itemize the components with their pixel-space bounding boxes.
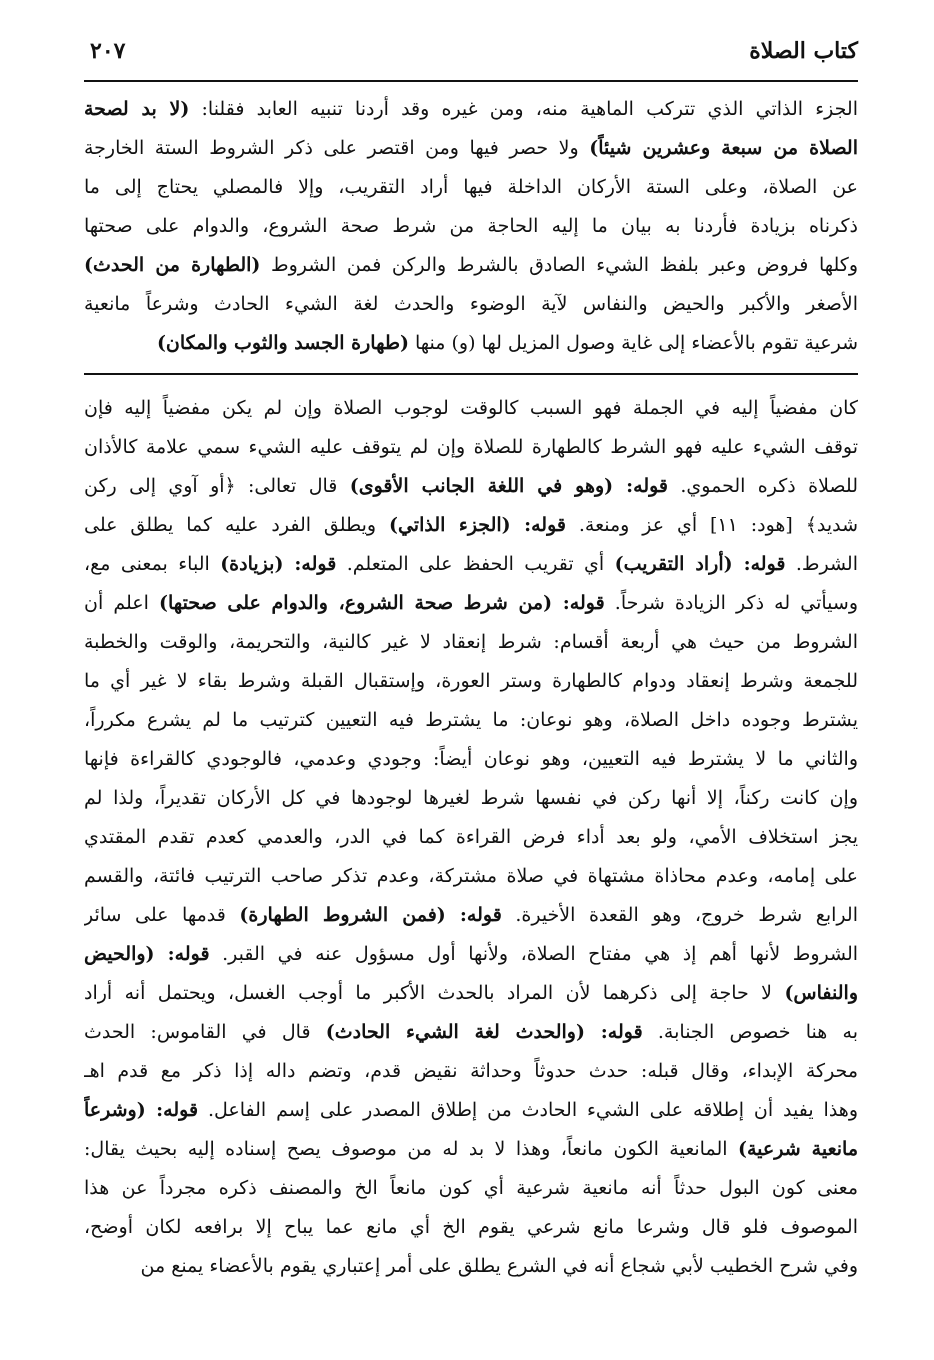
text-run: عن الصلاة، وعلى الستة الأركان الداخلة فيها أراد التقريب، وإلا فالمصلي يحتاج إلى ما (84, 176, 858, 198)
text-run: وكلها فروض وعبر بلفظ الشيء الصادق بالشرط والركن فمن الشروط (260, 254, 858, 276)
commentary-line (84, 662, 858, 701)
book-page (84, 36, 858, 1336)
main-text-line (84, 168, 858, 207)
bold-phrase: قوله: (أراد التقريب) (614, 553, 786, 575)
commentary-line (84, 467, 858, 506)
text-run: معنى كون البول حدثاً أنه مانعية شرعية أي كون مانعاً الخ والمصنف ذكره مجرداً عن هذا (84, 1177, 858, 1199)
text-run: على إمامه، وعدم محاذاة مشتهاة في صلاة مشتركة، وعدم تذكر صاحب الترتيب فائتة، والقسم (84, 865, 858, 887)
commentary-line (84, 818, 858, 857)
text-run: اعلم أن (84, 592, 160, 614)
main-text (84, 82, 858, 373)
text-run: الشروط لأنها أهم إذ هي مفتاح الصلاة، ولأنها أول مسؤول عنه في القبر. (209, 943, 858, 965)
commentary-line (84, 1130, 858, 1169)
text-run: وسيأتي له ذكر الزيادة شرحاً. (604, 592, 858, 614)
commentary-line (84, 740, 858, 779)
text-run: ولا حصر فيها ومن اقتصر على ذكر الشروط الستة الخارجة (84, 137, 590, 159)
text-run: الشروط من حيث هي أربعة أقسام: شرط إنعقاد لا غير كالنية، والتحريمة، والوقت والخطبة (84, 631, 858, 653)
commentary-line (84, 1208, 858, 1247)
text-run: الباء بمعنى مع، (84, 553, 221, 575)
commentary-line (84, 428, 858, 467)
text-run: للجمعة وشرط إنعقاد ودوام كالطهارة وستر العورة، وإستقبال القبلة وشرط بقاء لا غير أي ما (84, 670, 858, 692)
bold-phrase: (الطهارة من الحدث) (84, 254, 261, 276)
commentary-line (84, 896, 858, 935)
commentary-line (84, 1247, 858, 1286)
commentary-line (84, 389, 858, 428)
bold-phrase: مانعية شرعية) (737, 1138, 858, 1160)
text-run: الشرط. (785, 553, 858, 575)
text-run: يجز استخلاف الأمي، ولو بعد أداء فرض القراءة كما في الدر، والعدمي كعدم تقدم المقتدي (84, 826, 858, 848)
text-run: شديد﴾ [هود: ١١] أي عز ومنعة. (565, 514, 858, 536)
text-run: وفي شرح الخطيب لأبي شجاع أنه في الشرع يطلق على أمر إعتباري يقوم بالأعضاء يمنع من (140, 1255, 858, 1277)
text-run: به هنا خصوص الجنابة. (642, 1021, 858, 1043)
commentary-text (84, 375, 858, 1286)
page-header (84, 36, 858, 80)
commentary-line (84, 1091, 858, 1130)
bold-phrase: قوله: (والحدث لغة الشيء الحادث) (325, 1021, 643, 1043)
main-text-line (84, 285, 858, 324)
bold-phrase: الصلاة من سبعة وعشرين شيئاً) (589, 137, 858, 159)
bold-phrase: والنفاس) (784, 982, 858, 1004)
commentary-line (84, 1013, 858, 1052)
text-run: لا حاجة إلى ذكرهما لأن المراد بالحدث الأكبر ما أوجب الغسل، ويحتمل أنه أراد (84, 982, 785, 1004)
text-run: محركة الإبداء، وقال قبله: حدث حدوثاً وحداثة نقيض قدم، وتضم داله إذا ذكر مع قدم اهـ (84, 1060, 858, 1082)
text-run: توقف الشيء عليه فهو الشرط كالطهارة للصلاة وإن لم يتوقف عليه الشيء سمي علامة كالأذان (84, 436, 858, 458)
text-run: قال تعالى: ﴿أو آوي إلى ركن (84, 475, 350, 497)
text-run: الموصوف فلو قال وشرعا مانع شرعي يقوم الخ أي مانع عما يباح إلا برافعه لكان أوضح، (84, 1216, 858, 1238)
text-run: المانعية الكون مانعاً، وهذا لا بد له من موصوف يصح إسناده إليه بحيث يقال: (84, 1138, 738, 1160)
text-run: ذكرناه بزيادة فأردنا به بيان ما إليه الحاجة من شرط صحة الشروع، والدوام على صحتها (84, 215, 858, 237)
commentary-line (84, 935, 858, 974)
main-text-line (84, 324, 858, 363)
bold-phrase: قوله: (من شرط صحة الشروع، والدوام على صحتها) (159, 592, 605, 614)
bold-phrase: قوله: (بزيادة) (220, 553, 337, 575)
bold-phrase: (طهارة الجسد والثوب والمكان) (156, 332, 409, 354)
text-run: كان مفضياً إليه في الجملة فهو السبب كالوقت لوجوب الصلاة وإن لم يكن مفضياً إليه فإن (84, 397, 858, 419)
text-run: قدمها على سائر (84, 904, 240, 926)
main-text-line (84, 90, 858, 129)
main-text-line (84, 246, 858, 285)
commentary-line (84, 1169, 858, 1208)
running-title: كتاب الصلاة (749, 38, 858, 64)
text-run: وإن كانت ركناً، إلا أنها ركن في نفسها شرط لغيرها لوجودها في كل الأركان تقديراً، ولذا لم (84, 787, 858, 809)
commentary-line (84, 545, 858, 584)
bold-phrase: قوله: (وهو في اللغة الجانب الأقوى) (349, 475, 668, 497)
commentary-line (84, 701, 858, 740)
text-run: للصلاة ذكره الحموي. (668, 475, 858, 497)
commentary-line (84, 779, 858, 818)
text-run: شرعية تقوم بالأعضاء إلى غاية وصول المزيل لها (و) منها (408, 332, 858, 354)
bold-phrase: قوله: (فمن الشروط الطهارة) (239, 904, 502, 926)
bold-phrase: قوله: (وشرعاً (84, 1099, 199, 1121)
page-number: ٢٠٧ (90, 38, 126, 64)
main-text-line (84, 207, 858, 246)
text-run: وهذا يفيد أن إطلاقه على الشيء الحادث من إطلاق المصدر على إسم الفاعل. (198, 1099, 858, 1121)
text-run: الأصغر والأكبر والحيض والنفاس لآية الوضوء والحدث لغة الشيء الحادث وشرعاً مانعية (84, 293, 858, 315)
text-run: ويطلق الفرد عليه كما يطلق على (84, 514, 389, 536)
commentary-line (84, 857, 858, 896)
text-run: الرابع شرط خروج، وهو القعدة الأخيرة. (501, 904, 858, 926)
commentary-line (84, 974, 858, 1013)
main-text-line (84, 129, 858, 168)
text-run: أي تقريب الحفظ على المتعلم. (336, 553, 615, 575)
commentary-line (84, 623, 858, 662)
commentary-line (84, 506, 858, 545)
text-run: الجزء الذاتي الذي تتركب الماهية منه، ومن غيره وقد أردنا تنبيه العابد فقلنا: (189, 98, 858, 120)
text-run: قال في القاموس: الحدث (84, 1021, 326, 1043)
bold-phrase: قوله: (والحيض (84, 943, 210, 965)
text-run: يشترط وجوده داخل الصلاة، وهو نوعان: ما يشترط فيه التعيين كترتيب ما لم يشرع مكرراً، (84, 709, 858, 731)
commentary-line (84, 584, 858, 623)
bold-phrase: (لا بد لصحة (84, 98, 190, 120)
text-run: والثاني ما لا يشترط فيه التعيين، وهو نوعان أيضاً: وجودي وعدمي، فالوجودي كالقراءة فإنها (84, 748, 858, 770)
commentary-line (84, 1052, 858, 1091)
bold-phrase: قوله: (الجزء الذاتي) (388, 514, 566, 536)
